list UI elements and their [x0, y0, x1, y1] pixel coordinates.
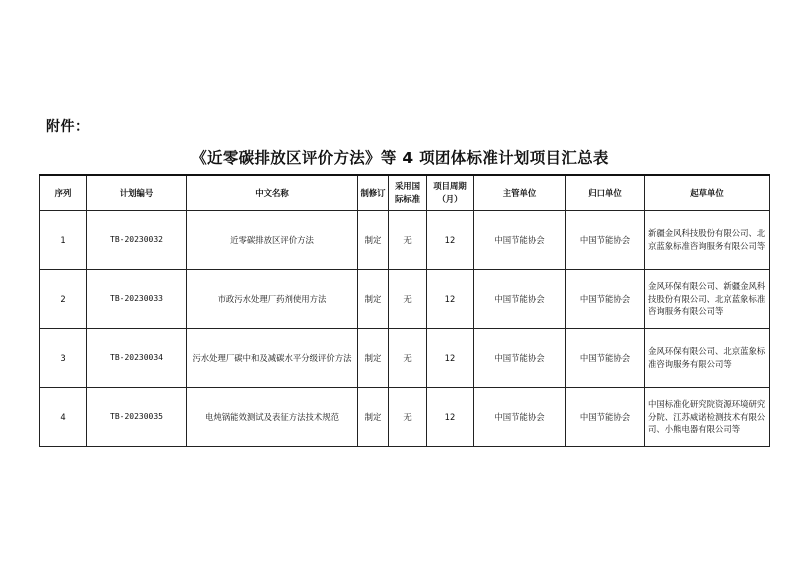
- cell-revision: 制定: [358, 270, 389, 329]
- cell-intl-standard: 无: [389, 388, 427, 447]
- cell-revision: 制定: [358, 211, 389, 270]
- cell-drafting-unit: 金风环保有限公司、北京蓝象标准咨询服务有限公司等: [645, 329, 770, 388]
- cell-managing-unit: 中国节能协会: [566, 211, 645, 270]
- header-managing-unit: 归口单位: [566, 175, 645, 211]
- header-plan-number: 计划编号: [87, 175, 187, 211]
- cell-drafting-unit: 新疆金风科技股份有限公司、北京蓝象标准咨询服务有限公司等: [645, 211, 770, 270]
- cell-project-cycle: 12: [427, 270, 474, 329]
- cell-plan-number: TB-20230032: [87, 211, 187, 270]
- header-drafting-unit: 起草单位: [645, 175, 770, 211]
- cell-project-cycle: 12: [427, 388, 474, 447]
- cell-project-cycle: 12: [427, 211, 474, 270]
- cell-index: 4: [40, 388, 87, 447]
- cell-revision: 制定: [358, 388, 389, 447]
- header-chinese-name: 中文名称: [187, 175, 358, 211]
- cell-chinese-name: 近零碳排放区评价方法: [187, 211, 358, 270]
- cell-supervising-unit: 中国节能协会: [474, 211, 566, 270]
- table-row: [40, 211, 770, 270]
- cell-revision: 制定: [358, 329, 389, 388]
- cell-managing-unit: 中国节能协会: [566, 329, 645, 388]
- table-row: [40, 270, 770, 329]
- cell-index: 2: [40, 270, 87, 329]
- cell-managing-unit: 中国节能协会: [566, 270, 645, 329]
- header-revision: 制修订: [358, 175, 389, 211]
- table-header-row: [40, 175, 770, 211]
- cell-plan-number: TB-20230034: [87, 329, 187, 388]
- table-row: [40, 329, 770, 388]
- cell-intl-standard: 无: [389, 270, 427, 329]
- cell-supervising-unit: 中国节能协会: [474, 329, 566, 388]
- header-intl-standard: 采用国际标准: [389, 175, 427, 211]
- cell-project-cycle: 12: [427, 329, 474, 388]
- standards-plan-table: [39, 174, 770, 447]
- table-row: [40, 388, 770, 447]
- cell-chinese-name: 电炖锅能效测试及表征方法技术规范: [187, 388, 358, 447]
- header-supervising-unit: 主管单位: [474, 175, 566, 211]
- cell-intl-standard: 无: [389, 211, 427, 270]
- cell-drafting-unit: 金风环保有限公司、新疆金风科技股份有限公司、北京蓝象标准咨询服务有限公司等: [645, 270, 770, 329]
- cell-index: 3: [40, 329, 87, 388]
- cell-plan-number: TB-20230033: [87, 270, 187, 329]
- header-index: 序列: [40, 175, 87, 211]
- cell-chinese-name: 污水处理厂碳中和及减碳水平分级评价方法: [187, 329, 358, 388]
- cell-drafting-unit: 中国标准化研究院资源环境研究分院、江苏威诺检测技术有限公司、小熊电器有限公司等: [645, 388, 770, 447]
- cell-chinese-name: 市政污水处理厂药剂使用方法: [187, 270, 358, 329]
- header-project-cycle: 项目周期（月）: [427, 175, 474, 211]
- cell-managing-unit: 中国节能协会: [566, 388, 645, 447]
- attachment-label: 附件：: [46, 119, 90, 135]
- cell-intl-standard: 无: [389, 329, 427, 388]
- cell-plan-number: TB-20230035: [87, 388, 187, 447]
- document-title: 《近零碳排放区评价方法》等 4 项团体标准计划项目汇总表: [191, 149, 609, 167]
- cell-supervising-unit: 中国节能协会: [474, 388, 566, 447]
- cell-supervising-unit: 中国节能协会: [474, 270, 566, 329]
- cell-index: 1: [40, 211, 87, 270]
